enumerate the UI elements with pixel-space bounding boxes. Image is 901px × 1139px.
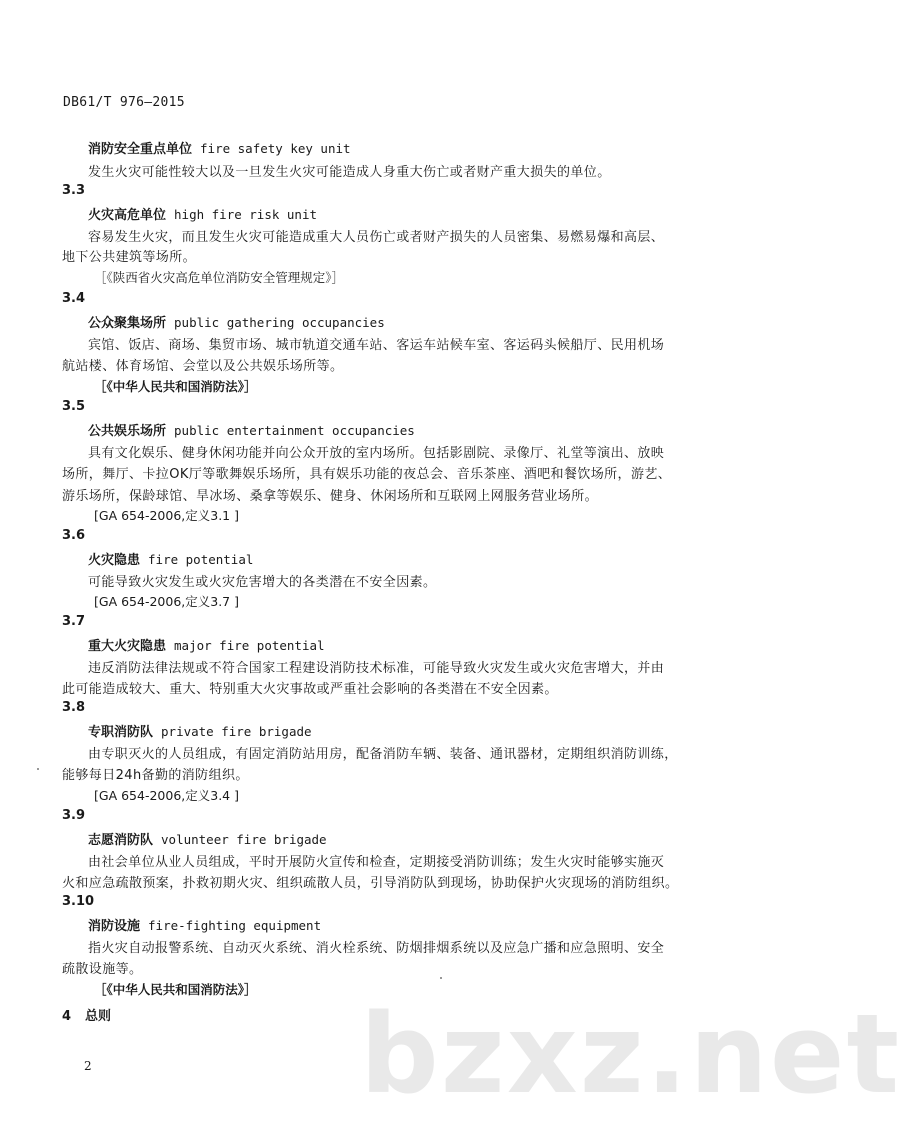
term-definition: 可能导致火灾发生或火灾危害增大的各类潜在不安全因素。	[88, 575, 437, 590]
clause-number: 3.8	[62, 700, 86, 715]
term-heading	[88, 721, 312, 740]
term-definition: 宾馆、饭店、商场、集贸市场、城市轨道交通车站、客运车站候车室、客运码头候船厅、民用机场	[88, 338, 665, 353]
clause-number: 3.6	[62, 528, 86, 543]
term-definition: 疏散设施等。	[62, 962, 143, 977]
standard-code: DB61/T 976—2015	[63, 95, 185, 110]
page-number: 2	[84, 1059, 92, 1073]
term-en: public entertainment occupancies	[174, 423, 415, 438]
term-zh: 重大火灾隐患	[88, 639, 167, 654]
reference: ［《中华人民共和国消防法》］	[94, 379, 257, 394]
reference: ［《陕西省火灾高危单位消防安全管理规定》］	[94, 270, 345, 285]
term-heading	[88, 204, 317, 223]
clause-number: 3.7	[62, 614, 86, 629]
term-heading	[88, 138, 351, 157]
term-definition: 场所，舞厅、卡拉OK厅等歌舞娱乐场所，具有娱乐功能的夜总会、音乐茶座、酒吧和餐饮场所，游艺、	[62, 467, 672, 482]
term-en: high fire risk unit	[174, 207, 318, 222]
term-definition: 火和应急疏散预案，扑救初期火灾、组织疏散人员，引导消防队到现场，协助保护火灾现场的消防组织。	[62, 876, 679, 891]
clause-number: 3.4	[62, 291, 86, 306]
term-heading	[88, 635, 325, 654]
term-zh: 消防安全重点单位	[88, 142, 193, 157]
term-en: private fire brigade	[161, 724, 312, 739]
clause-number: 3.3	[62, 183, 86, 198]
term-en: fire safety key unit	[200, 141, 351, 156]
watermark: bzxz.net	[360, 990, 901, 1118]
term-zh: 火灾高危单位	[88, 208, 167, 223]
term-definition: 能够每日24h备勤的消防组织。	[62, 768, 249, 783]
section-title: 总则	[85, 1009, 112, 1024]
term-en: volunteer fire brigade	[161, 832, 327, 847]
term-zh: 消防设施	[88, 919, 141, 934]
term-en: major fire potential	[174, 638, 325, 653]
term-definition: 容易发生火灾，而且发生火灾可能造成重大人员伤亡或者财产损失的人员密集、易燃易爆和高层、	[88, 230, 665, 245]
term-en: fire-fighting equipment	[148, 918, 322, 933]
reference: ［《中华人民共和国消防法》］	[94, 982, 257, 997]
term-definition: 游乐场所，保龄球馆、旱冰场、桑拿等娱乐、健身、休闲场所和互联网上网服务营业场所。	[62, 489, 599, 504]
term-definition: 由专职灭火的人员组成，有固定消防站用房，配备消防车辆、装备、通讯器材，定期组织消防训练，	[88, 747, 678, 762]
term-definition: 地下公共建筑等场所。	[62, 250, 197, 265]
term-en: fire potential	[148, 552, 254, 567]
clause-number: 3.9	[62, 808, 86, 823]
clause-number: 3.10	[62, 894, 95, 909]
section-heading	[62, 1005, 111, 1024]
term-heading	[88, 420, 415, 439]
term-zh: 公共娱乐场所	[88, 424, 167, 439]
term-definition: 由社会单位从业人员组成，平时开展防火宣传和检查，定期接受消防训练；发生火灾时能够实施灭	[88, 855, 665, 870]
term-heading	[88, 549, 253, 568]
term-definition: 此可能造成较大、重大、特别重大火灾事故或严重社会影响的各类潜在不安全因素。	[62, 682, 558, 697]
term-heading	[88, 829, 327, 848]
reference: [GA 654-2006,定义3.4 ]	[94, 788, 239, 803]
reference: [GA 654-2006,定义3.1 ]	[94, 508, 239, 523]
term-zh: 志愿消防队	[88, 833, 154, 848]
term-en: public gathering occupancies	[174, 315, 385, 330]
section-number: 4	[62, 1009, 72, 1024]
term-definition: 指火灾自动报警系统、自动灭火系统、消火栓系统、防烟排烟系统以及应急广播和应急照明、安全	[88, 941, 665, 956]
term-definition: 航站楼、体育场馆、会堂以及公共娱乐场所等。	[62, 359, 344, 374]
term-definition: 发生火灾可能性较大以及一旦发生火灾可能造成人身重大伤亡或者财产重大损失的单位。	[88, 165, 611, 180]
scan-speck	[440, 977, 442, 979]
scan-speck	[37, 768, 39, 770]
clause-number: 3.5	[62, 399, 86, 414]
term-heading	[88, 312, 385, 331]
term-zh: 专职消防队	[88, 725, 154, 740]
term-definition: 违反消防法律法规或不符合国家工程建设消防技术标准，可能导致火灾发生或火灾危害增大，并由	[88, 661, 665, 676]
term-definition: 具有文化娱乐、健身休闲功能并向公众开放的室内场所。包括影剧院、录像厅、礼堂等演出、放映	[88, 446, 665, 461]
term-heading	[88, 915, 321, 934]
reference: [GA 654-2006,定义3.7 ]	[94, 594, 239, 609]
term-zh: 公众聚集场所	[88, 316, 167, 331]
term-zh: 火灾隐患	[88, 553, 141, 568]
